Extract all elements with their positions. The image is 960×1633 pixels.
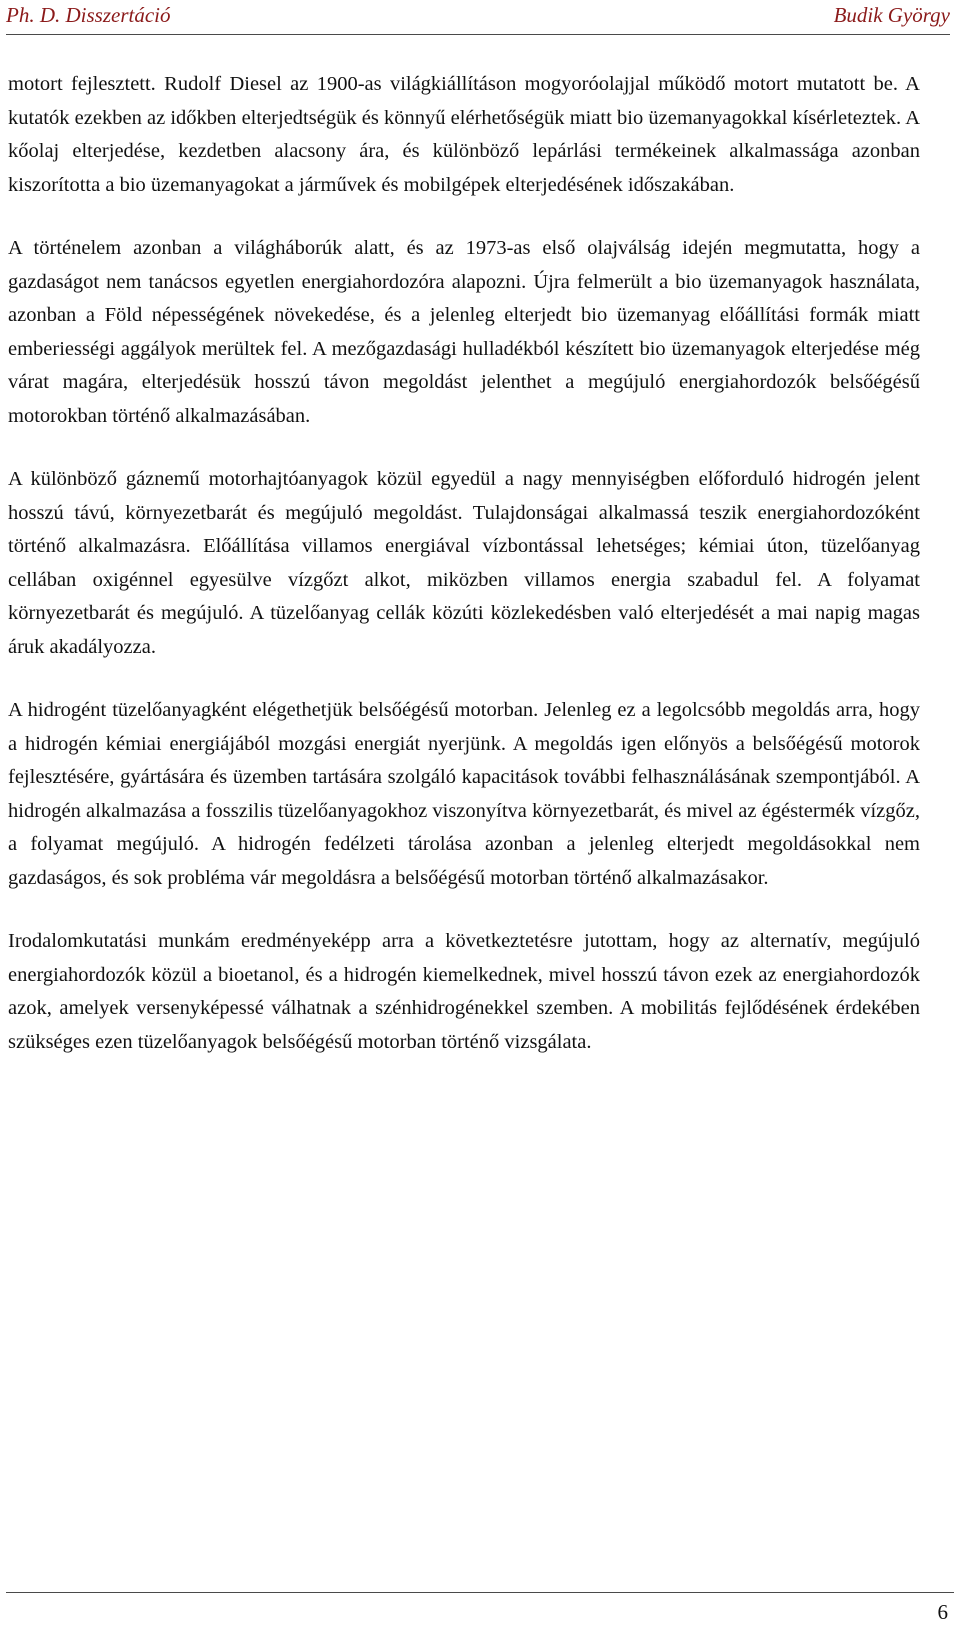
- paragraph: A történelem azonban a világháborúk alatt, és az 1973-as első olajválság idején megmutatta, hogy a gazdaságot nem tanácsos egyetlen energiahordozóra alapozni. Újra felmerült a bio üzemanyagok használata, azonban a Föld népességének növekedése, és a jelenleg elterjedt bio üzemanyag előállítási formák miatt emberiességi aggályok merültek fel. A mezőgazdasági hulladékból készített bio üzemanyagok elterjedése még várat magára, elterjedésük hosszú távon megoldást jelenthet a megújuló energiahordozók belsőégésű motorokban történő alkalmazásában.: [8, 237, 920, 427]
- body-text: [8, 68, 920, 1089]
- page-number: 6: [937, 1600, 948, 1624]
- paragraph: A hidrogént tüzelőanyagként elégethetjük belsőégésű motorban. Jelenleg ez a legolcsóbb megoldás arra, hogy a hidrogén kémiai energiájából mozgási energiát nyerjünk. A megoldás igen előnyös a belsőégésű motorok fejlesztésére, gyártására és üzemben tartására szolgáló kapacitások további felhasználásának szempontjából. A hidrogén alkalmazása a fosszilis tüzelőanyagokhoz viszonyítva környezetbarát, és mivel az égéstermék vízgőz, a folyamat megújuló. A hidrogén fedélzeti tárolása azonban a jelenleg elterjedt megoldásokkal nem gazdaságos, és sok probléma vár megoldásra a belsőégésű motorban történő alkalmazásakor.: [8, 699, 920, 889]
- paragraph: Irodalomkutatási munkám eredményeképp arra a következtetésre jutottam, hogy az alternatív, megújuló energiahordozók közül a bioetanol, és a hidrogén kiemelkednek, mivel hosszú távon ezek az energiahordozók azok, amelyek versenyképessé válhatnak a szénhidrogénekkel szemben. A mobilitás fejlődésének érdekében szükséges ezen tüzelőanyagok belsőégésű motorban történő vizsgálata.: [8, 930, 920, 1053]
- paragraph: A különböző gáznemű motorhajtóanyagok közül egyedül a nagy mennyiségben előforduló hidrogén jelent hosszú távú, környezetbarát és megújuló megoldást. Tulajdonságai alkalmassá teszik energiahordozóként történő alkalmazásra. Előállítása villamos energiával vízbontással lehetséges; kémiai úton, tüzelőanyag cellában oxigénnel egyesülve vízgőzt alkot, miközben villamos energia szabadul fel. A folyamat környezetbarát és megújuló. A tüzelőanyag cellák közúti közlekedésben való elterjedését a mai napig magas áruk akadályozza.: [8, 468, 920, 658]
- footer-divider: [6, 1592, 954, 1593]
- page-header: [6, 0, 950, 35]
- paragraph: motort fejlesztett. Rudolf Diesel az 1900-as világkiállításon mogyoróolajjal működő motort mutatott be. A kutatók ezekben az időkben elterjedtségük és könnyű elérhetőségük miatt bio üzemanyagokkal kísérleteztek. A kőolaj elterjedése, kezdetben alacsony ára, és különböző lepárlási termékeinek alkalmassága azonban kiszorította a bio üzemanyagokat a járművek és mobilgépek elterjedésének időszakában.: [8, 73, 920, 196]
- header-title: Ph. D. Disszertáció: [6, 3, 171, 27]
- header-author: Budik György: [833, 3, 950, 27]
